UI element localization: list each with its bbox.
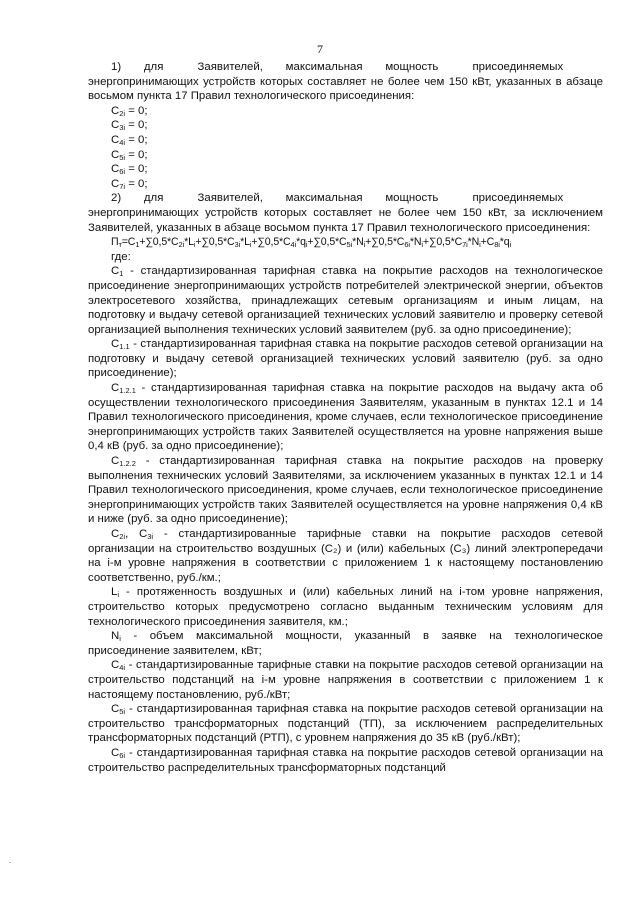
item-2-paragraph: 2) для Заявителей, максимальная мощность присоединяемых энергопринимающих устройств которых составляет не более чем 150 кВт, за исключением Заявителей, указанных в абзаце восьмом пункта 17 Правил технологического присоединения: [88, 192, 603, 234]
definition-c1: $C_1$ - стандартизированная тарифная ставка на покрытие расходов на технологическое присоединение энергопринимающих устройств потребителей электрической энергии, объектов электросетевого хозяйства, принадлежащих сетевым организациям и иным лицам, на подготовку и выдачу сетевой организацией технических условий заявителю и проверку сетевой организацией выполнения технических условий заявителем (руб. за одно присоединение); [88, 265, 603, 336]
zero-value-line: $C_{5i} = 0$; [111, 148, 148, 162]
definition-ni: $N_i$ - объем максимальной мощности, указанный в заявке на технологическое присоединение заявителем, кВт; [88, 630, 603, 657]
zero-value-line: $C_{3i} = 0$; [111, 119, 148, 133]
document-body [88, 60, 603, 775]
zero-value-line: $C_{4i} = 0$; [111, 133, 148, 147]
zero-value-line: $C_{7i} = 0$; [111, 177, 148, 191]
definition-c6: $C_{6i}$ - стандартизированная тарифная ставка на покрытие расходов сетевой организации на строительство распределительных трансформаторных подстанций [88, 746, 603, 774]
definition-li: $L_i$ - протяженность воздушных и (или) кабельных линий на i-том уровне напряжения, строительство которых предусмотрено согласно выданным техническим условиям для технологического присоединения заявителя, км.; [88, 586, 603, 628]
zero-value-line: $C_{6i} = 0$; [111, 163, 148, 177]
definition-c1-1: $C_{1.1}$ - стандартизированная тарифная ставка на покрытие расходов сетевой организации на подготовку и выдачу сетевой организацией технических условий заявителю (руб. за одно присоединение); [88, 338, 603, 380]
definition-c1-2-2: $C_{1.2.2}$ - стандартизированная тарифная ставка на покрытие расходов на проверку выполнения технических условий Заявителями, за исключением указанных в пунктах 12.1 и 14 Правил технологического присоединения, кроме случаев, если технологическое присоединение энергопринимающих устройств таких Заявителей осуществляется на уровне напряжения 0,4 кВ и ниже (руб. за одно присоединение); [88, 455, 603, 526]
fee-formula: $П_т=C_1+\sum 0,5*C_{2i}*L_i+\sum 0,5*C_{3i}*L_i+\sum 0,5*C_{4i}*q_i+\sum 0,5*C_{5i}*N_i+\sum 0,5*C_{6i}*N_i+\sum 0,5*C_{7i}*N_i+C_{8i}*q_i$ [111, 236, 511, 250]
page-number: 7 [317, 42, 323, 56]
definition-c4: $C_{4i}$ - стандартизированные тарифные ставки на покрытие расходов сетевой организации на строительство подстанций на i-м уровне напряжения в соответствии с приложением 1 к настоящему постановлению, руб./кВт; [88, 659, 603, 701]
definition-c1-2-1: $C_{1.2.1}$ - стандартизированная тарифная ставка на покрытие расходов на выдачу акта об осуществлении технологического присоединения Заявителям, указанным в пунктах 12.1 и 14 Правил технологического присоединения, кроме случаев, если технологическое присоединение энергопринимающих устройств таких Заявителей осуществляется на уровне напряжения выше 0,4 кВ (руб. за одно присоединение); [88, 382, 603, 453]
zero-value-line: $C_{2i} = 0$; [111, 104, 148, 118]
definition-c2-c3: $C_{2i}$, $C_{3i}$ - стандартизированные тарифные ставки на покрытие расходов сетевой организации на строительство воздушных (C₂) и (или) кабельных (C₃) линий электропередачи на i-м уровне напряжения в соответствии с приложением 1 к настоящему постановлению соответственно, руб./км.; [88, 528, 603, 584]
where-label: где: [111, 250, 131, 263]
zero-values-list [88, 104, 603, 192]
item-1-paragraph: 1) для Заявителей, максимальная мощность присоединяемых энергопринимающих устройств которых составляет не более чем 150 кВт, указанных в абзаце восьмом пункта 17 Правил технологического присоединения: [88, 61, 603, 103]
scan-speck [9, 862, 11, 863]
definition-c5: $C_{5i}$ - стандартизированная тарифная ставка на покрытие расходов сетевой организации на строительство трансформаторных подстанций (ТП), за исключением распределительных трансформаторных подстанций (РТП), с уровнем напряжения до 35 кВ (руб./кВт); [88, 703, 603, 745]
